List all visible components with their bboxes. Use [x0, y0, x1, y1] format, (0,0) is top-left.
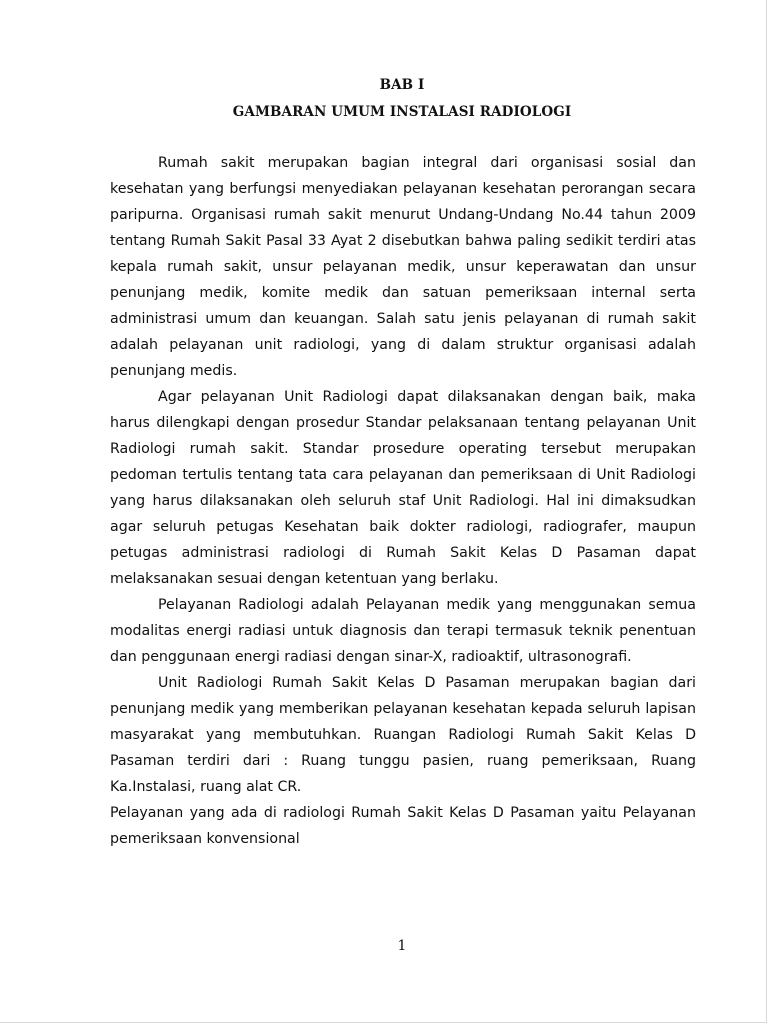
chapter-title: GAMBARAN UMUM INSTALASI RADIOLOGI: [232, 104, 572, 120]
chapter-heading: BAB I: [379, 77, 425, 93]
body-text: [110, 150, 696, 852]
page-number: 1: [397, 938, 407, 954]
paragraph-2: Agar pelayanan Unit Radiologi dapat dilaksanakan dengan baik, maka harus dilengkapi dengan prosedur Standar pelaksanaan tentang pelayanan Unit Radiologi rumah sakit. Standar prosedure operating tersebut merupakan pedoman tertulis tentang tata cara pelayanan dan pemeriksaan di Unit Radiologi yang harus dilaksanakan oleh seluruh staf Unit Radiologi. Hal ini dimaksudkan agar seluruh petugas Kesehatan baik dokter radiologi, radiografer, maupun petugas administrasi radiologi di Rumah Sakit Kelas D Pasaman dapat melaksanakan sesuai dengan ketentuan yang berlaku.: [110, 389, 696, 587]
paragraph-5: Pelayanan yang ada di radiologi Rumah Sakit Kelas D Pasaman yaitu Pelayanan pemeriksaan konvensional: [110, 805, 696, 847]
paragraph-1: Rumah sakit merupakan bagian integral dari organisasi sosial dan kesehatan yang berfungsi menyediakan pelayanan kesehatan perorangan secara paripurna. Organisasi rumah sakit menurut Undang-Undang No.44 tahun 2009 tentang Rumah Sakit Pasal 33 Ayat 2 disebutkan bahwa paling sedikit terdiri atas kepala rumah sakit, unsur pelayanan medik, unsur keperawatan dan unsur penunjang medik, komite medik dan satuan pemeriksaan internal serta administrasi umum dan keuangan. Salah satu jenis pelayanan di rumah sakit adalah pelayanan unit radiologi, yang di dalam struktur organisasi adalah penunjang medis.: [110, 155, 696, 379]
paragraph-3: Pelayanan Radiologi adalah Pelayanan medik yang menggunakan semua modalitas energi radiasi untuk diagnosis dan terapi termasuk teknik penentuan dan penggunaan energi radiasi dengan sinar-X, radioaktif, ultrasonografi.: [110, 597, 696, 665]
paragraph-4: Unit Radiologi Rumah Sakit Kelas D Pasaman merupakan bagian dari penunjang medik yang memberikan pelayanan kesehatan kepada seluruh lapisan masyarakat yang membutuhkan. Ruangan Radiologi Rumah Sakit Kelas D Pasaman terdiri dari : Ruang tunggu pasien, ruang pemeriksaan, Ruang Ka.Instalasi, ruang alat CR.: [110, 675, 696, 795]
